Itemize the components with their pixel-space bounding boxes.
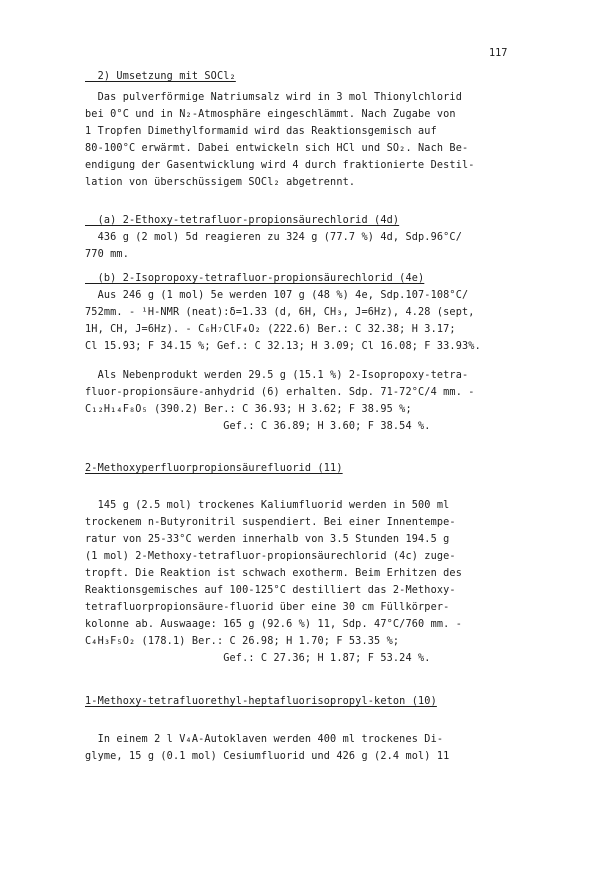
text-line: endigung der Gasentwicklung wird 4 durch fraktionierte Destil-: [85, 160, 475, 171]
text-line: 80-100°C erwärmt. Dabei entwickeln sich HCl und SO₂. Nach Be-: [85, 143, 469, 154]
section-heading-compound-10: 1-Methoxy-tetrafluorethyl-heptafluorisopropyl-keton (10): [85, 696, 437, 707]
text-line: glyme, 15 g (0.1 mol) Cesiumfluorid und 426 g (2.4 mol) 11: [85, 751, 450, 762]
text-line: trockenem n-Butyronitril suspendiert. Bei einer Innentempe-: [85, 517, 456, 528]
text-line: Reaktionsgemisches auf 100-125°C destilliert das 2-Methoxy-: [85, 585, 456, 596]
text-line: Das pulverförmige Natriumsalz wird in 3 mol Thionylchlorid: [85, 92, 463, 103]
text-line: Cl 15.93; F 34.15 %; Gef.: C 32.13; H 3.09; Cl 16.08; F 33.93%.: [85, 341, 481, 352]
text-line: C₄H₃F₅O₂ (178.1) Ber.: C 26.98; H 1.70; F 53.35 %;: [85, 636, 400, 647]
text-line: (1 mol) 2-Methoxy-tetrafluor-propionsäurechlorid (4c) zuge-: [85, 551, 456, 562]
text-line: C₁₂H₁₄F₈O₅ (390.2) Ber.: C 36.93; H 3.62; F 38.95 %;: [85, 404, 412, 415]
text-line: ratur von 25-33°C werden innerhalb von 3.5 Stunden 194.5 g: [85, 534, 450, 545]
text-line: fluor-propionsäure-anhydrid (6) erhalten. Sdp. 71-72°C/4 mm. -: [85, 387, 475, 398]
text-line: tropft. Die Reaktion ist schwach exotherm. Beim Erhitzen des: [85, 568, 463, 579]
text-line: 770 mm.: [85, 249, 129, 260]
text-line: In einem 2 l V₄A-Autoklaven werden 400 ml trockenes Di-: [85, 734, 444, 745]
text-line: 145 g (2.5 mol) trockenes Kaliumfluorid werden in 500 ml: [85, 500, 450, 511]
text-line: 436 g (2 mol) 5d reagieren zu 324 g (77.7 %) 4d, Sdp.96°C/: [85, 232, 463, 243]
text-line: Aus 246 g (1 mol) 5e werden 107 g (48 %) 4e, Sdp.107-108°C/: [85, 290, 469, 301]
text-line: 1H, CH, J=6Hz). - C₆H₇ClF₄O₂ (222.6) Ber.: C 32.38; H 3.17;: [85, 324, 456, 335]
text-line: Gef.: C 27.36; H 1.87; F 53.24 %.: [85, 653, 431, 664]
text-line: Als Nebenprodukt werden 29.5 g (15.1 %) 2-Isopropoxy-tetra-: [85, 370, 469, 381]
text-line: lation von überschüssigem SOCl₂ abgetrennt.: [85, 177, 356, 188]
compound-heading-4d: (a) 2-Ethoxy-tetrafluor-propionsäurechlorid (4d): [85, 215, 400, 226]
text-line: 752mm. - ¹H-NMR (neat):δ=1.33 (d, 6H, CH₃, J=6Hz), 4.28 (sept,: [85, 307, 475, 318]
text-line: tetrafluorpropionsäure-fluorid über eine 30 cm Füllkörper-: [85, 602, 450, 613]
compound-heading-4e: (b) 2-Isopropoxy-tetrafluor-propionsäurechlorid (4e): [85, 273, 425, 284]
text-line: bei 0°C und in N₂-Atmosphäre eingeschlämmt. Nach Zugabe von: [85, 109, 456, 120]
section-heading-soc12: 2) Umsetzung mit SOCl₂: [85, 71, 236, 82]
section-heading-compound-11: 2-Methoxyperfluorpropionsäurefluorid (11): [85, 463, 343, 474]
page-number: 117: [489, 48, 508, 59]
text-line: kolonne ab. Auswaage: 165 g (92.6 %) 11, Sdp. 47°C/760 mm. -: [85, 619, 463, 630]
text-line: Gef.: C 36.89; H 3.60; F 38.54 %.: [85, 421, 431, 432]
text-line: 1 Tropfen Dimethylformamid wird das Reaktionsgemisch auf: [85, 126, 437, 137]
